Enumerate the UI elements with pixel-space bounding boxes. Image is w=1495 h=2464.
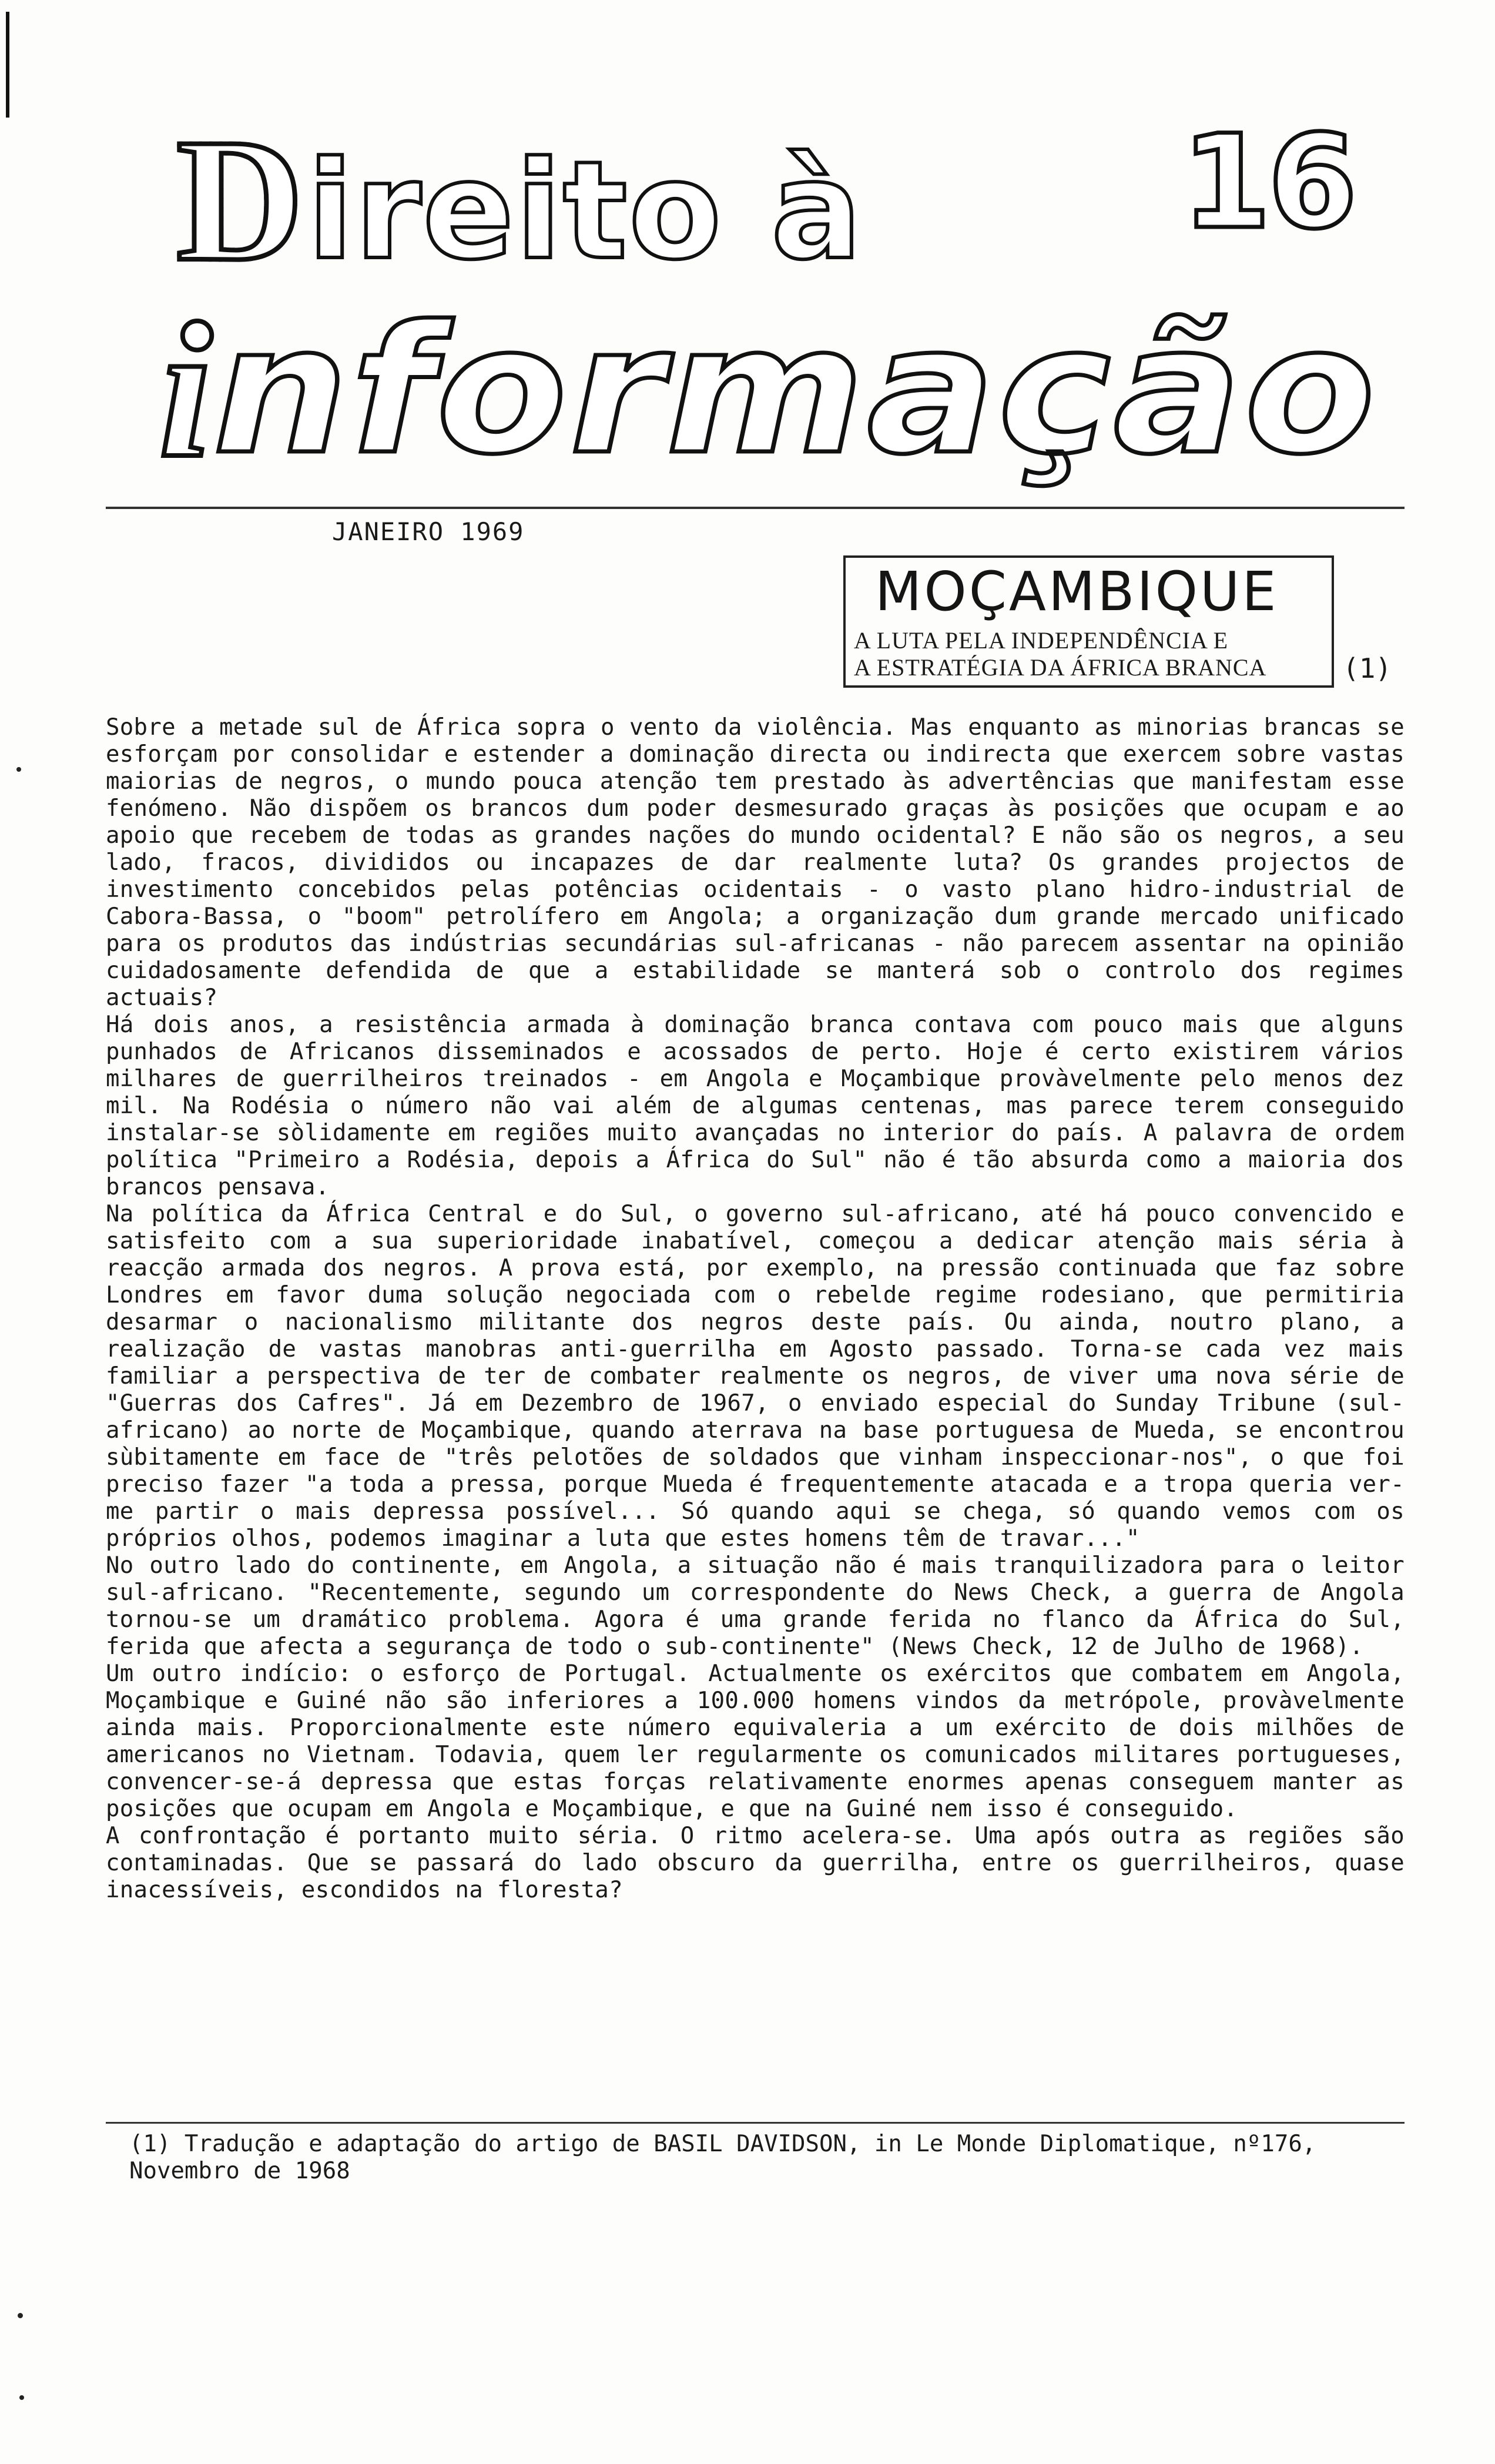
masthead-title-line-1 [176,100,863,297]
masthead-initial-i: i [159,283,213,498]
article-paragraph: No outro lado do continente, em Angola, a situação não é mais tranquilizadora para o leitor sul-africano. "Recentemente, segundo um correspondente do News Check, a guerra de Angola tornou-se um dramático problema. Agora é uma grande ferida no flanco da África do Sul, ferida que afecta a segurança de todo o sub-continente" (News Check, 12 de Julho de 1968). [106,1552,1405,1660]
footnote-rule [106,2122,1405,2124]
footnote: (1) Tradução e adaptação do artigo de BASIL DAVIDSON, in Le Monde Diplomatique, nº176, Novembro de 1968 [129,2131,1316,2184]
article-body [106,714,1405,1904]
masthead-title-line-2 [159,283,1428,498]
article-paragraph: Sobre a metade sul de África sopra o vento da violência. Mas enquanto as minorias brancas se esforçam por consolidar e estender a dominação directa ou indirecta que exercem sobre vastas maiorias de negros, o mundo pouca atenção tem prestado às advertências que manifestam esse fenómeno. Não dispõem os brancos dum poder desmesurado graças às posições que ocupam e ao apoio que recebem de todas as grandes nações do mundo ocidental? E não são os negros, a seu lado, fracos, divididos ou incapazes de dar realmente luta? Os grandes projectos de investimento concebidos pelas potências ocidentais - o vasto plano hidro-industrial de Cabora-Bassa, o "boom" petrolífero em Angola; a organização dum grande mercado unificado para os produtos das indústrias secundárias sul-africanas - não parecem assentar na opinião cuidadosamente defendida de que a estabilidade se manterá sob o controlo dos regimes actuais? [106,714,1405,1011]
section-subtitle: A LUTA PELA INDEPENDÊNCIA E A ESTRATÉGIA DA ÁFRICA BRANCA [854,627,1267,681]
article-paragraph: Há dois anos, a resistência armada à dominação branca contava com pouco mais que alguns punhados de Africanos disseminados e acossados de perto. Hoje é certo existirem vários milhares de guerrilheiros treinados - em Angola e Moçambique provàvelmente pelo menos dez mil. Na Rodésia o número não vai além de algumas centenas, mas parece terem conseguido instalar-se sòlidamente em regiões muito avançadas no interior do país. A palavra de ordem política "Primeiro a Rodésia, depois a África do Sul" não é tão absurda como a maioria dos brancos pensava. [106,1012,1405,1200]
scan-speck [16,767,21,772]
scan-speck [19,2395,24,2400]
masthead-title-direito: ireito à [307,133,863,290]
footnote-reference: (1) [1343,652,1392,684]
section-title: MOÇAMBIQUE [875,560,1279,623]
article-paragraph: A confrontação é portanto muito séria. O ritmo acelera-se. Uma após outra as regiões são contaminadas. Que se passará do lado obscuro da guerrilha, entre os guerrilheiros, quase inacessíveis, escondidos na floresta? [106,1823,1405,1903]
article-paragraph: Um outro indício: o esforço de Portugal. Actualmente os exércitos que combatem em Angola, Moçambique e Guiné não são inferiores a 100.000 homens vindos da metrópole, provàvelmente ainda mais. Proporcionalmente este número equivaleria a um exército de dois milhões de americanos no Vietnam. Todavia, quem ler regularmente os comunicados militares portugueses, convencer-se-á depressa que estas forças relativamente enormes apenas conseguem manter as posições que ocupam em Angola e Moçambique, e que na Guiné nem isso é conseguido. [106,1660,1405,1822]
masthead-initial-d: D [176,102,304,297]
masthead-rule [106,507,1405,509]
issue-date: JANEIRO 1969 [332,517,525,546]
masthead-title-informacao: nformação [212,288,1378,493]
issue-number: 16 [1181,107,1355,257]
binding-mark [6,12,9,118]
scan-speck [18,2313,23,2318]
section-header-box [843,555,1334,688]
article-paragraph: Na política da África Central e do Sul, o governo sul-africano, até há pouco convencido e satisfeito com a sua superioridade inabatível, começou a dedicar atenção mais séria à reacção armada dos negros. A prova está, por exemplo, na pressão continuada que faz sobre Londres em favor duma solução negociada com o rebelde regime rodesiano, que permitiria desarmar o nacionalismo militante dos negros deste país. Ou ainda, noutro plano, a realização de vastas manobras anti-guerrilha em Agosto passado. Torna-se cada vez mais familiar a perspectiva de ter de combater realmente os negros, de viver uma nova série de "Guerras dos Cafres". Já em Dezembro de 1967, o enviado especial do Sunday Tribune (sul-africano) ao norte de Moçambique, quando aterrava na base portuguesa de Mueda, se encontrou sùbitamente em face de "três pelotões de soldados que vinham inspeccionar-nos", o que foi preciso fazer "a toda a pressa, porque Mueda é frequentemente atacada e a tropa queria ver-me partir o mais depressa possível... Só quando aqui se chega, só quando vemos com os próprios olhos, podemos imaginar a luta que estes homens têm de travar..." [106,1201,1405,1552]
